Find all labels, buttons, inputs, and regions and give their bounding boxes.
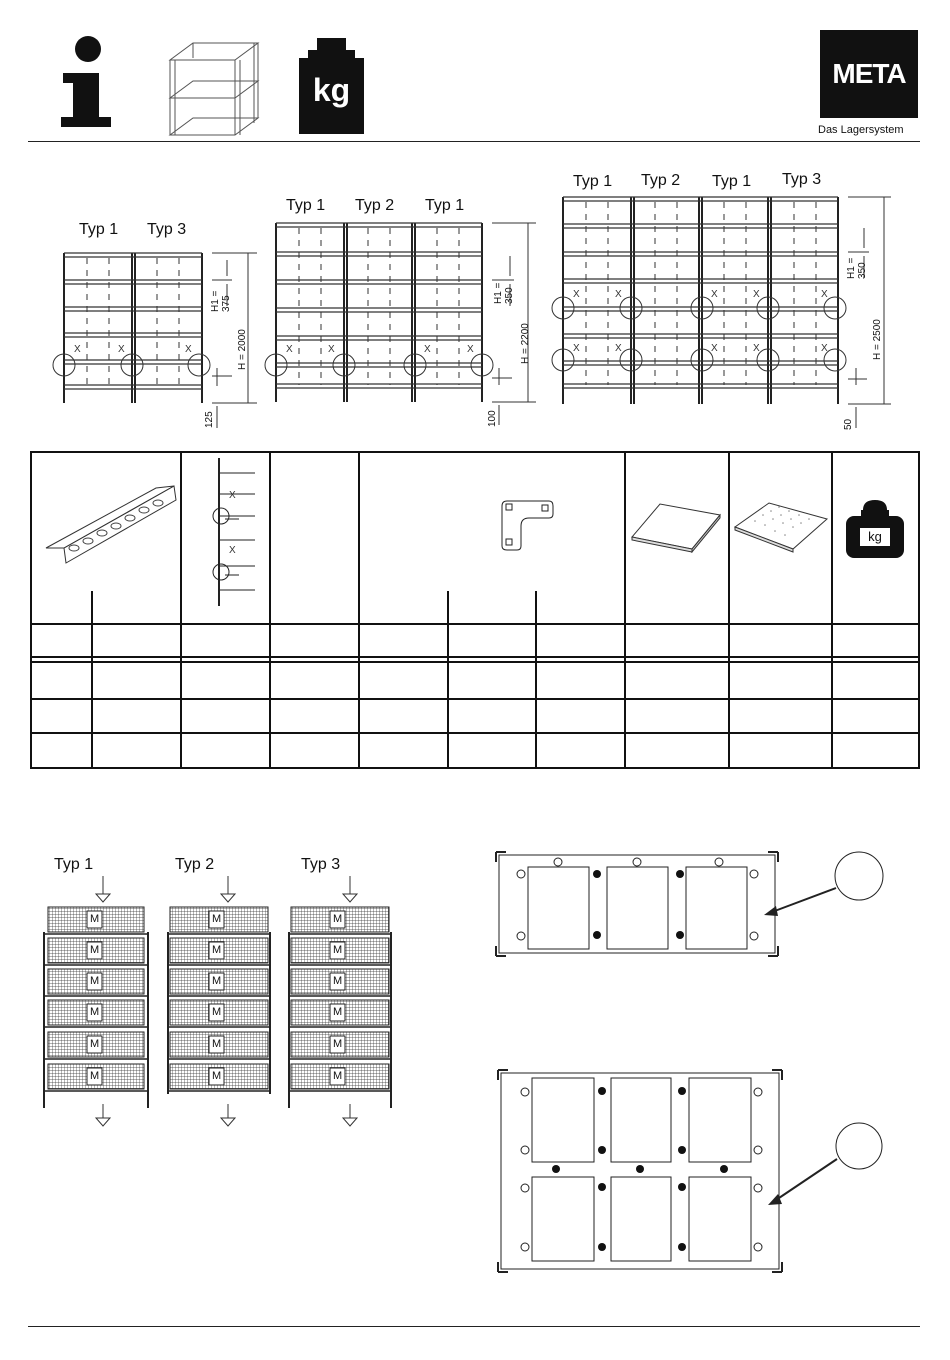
svg-text:X: X [711, 289, 718, 300]
shelf-panel-image [630, 501, 722, 553]
top-view-double-row [492, 1066, 892, 1281]
parts-table [30, 451, 920, 769]
config2-type-label: Typ 2 [355, 197, 395, 214]
upright-frame-image [205, 458, 265, 608]
svg-text:X: X [821, 289, 828, 300]
weight-icon-label: kg [868, 529, 882, 544]
svg-text:X: X [467, 344, 474, 355]
config1-height-label: H = 2000 [237, 329, 248, 370]
config3-type-label: Typ 2 [641, 172, 681, 189]
brand-tagline: Das Lagersystem [818, 124, 904, 136]
config3-type-label: Typ 1 [712, 173, 752, 190]
svg-text:X: X [711, 343, 718, 354]
svg-text:X: X [424, 344, 431, 355]
cross-mark: X [229, 490, 236, 501]
brand-logo: META [820, 30, 918, 118]
config2-h1-label: H1 = 350 [493, 282, 515, 304]
angle-upright-image [44, 468, 179, 568]
top-view-single-row [492, 848, 892, 968]
config3-type-label: Typ 3 [782, 171, 822, 188]
cross-mark: X [229, 545, 236, 556]
svg-text:X: X [821, 343, 828, 354]
weight-icon [299, 38, 364, 134]
weight-icon [846, 498, 904, 558]
config1-type-label: Typ 3 [147, 221, 187, 238]
svg-text:X: X [753, 343, 760, 354]
svg-text:X: X [615, 343, 622, 354]
config1-h1-label: H1 = 375 [210, 290, 232, 312]
config3-foot-label: 50 [843, 418, 854, 430]
load-type-label: Typ 2 [175, 856, 215, 873]
load-distribution-diagram [40, 872, 400, 1132]
shelf-unit-icon [165, 38, 263, 136]
config3-type-label: Typ 1 [573, 173, 613, 190]
config1-foot-label: 125 [204, 411, 215, 428]
svg-text:X: X [118, 344, 125, 355]
config3-shelf-diagram [551, 193, 896, 433]
config3-h1-label: H1 = 350 [846, 257, 868, 279]
footer-divider [28, 1326, 920, 1327]
config1-type-label: Typ 1 [79, 221, 119, 238]
svg-text:X: X [573, 343, 580, 354]
config2-height-label: H = 2200 [520, 323, 531, 364]
svg-text:X: X [74, 344, 81, 355]
load-type-label: Typ 1 [54, 856, 94, 873]
weight-icon-label: kg [312, 72, 351, 108]
config2-shelf-diagram [264, 220, 542, 430]
corner-plate-image [497, 498, 557, 556]
info-icon [55, 35, 117, 130]
svg-text:X: X [185, 344, 192, 355]
config2-type-label: Typ 1 [286, 197, 326, 214]
svg-text:X: X [286, 344, 293, 355]
config2-foot-label: 100 [487, 410, 498, 427]
svg-text:X: X [753, 289, 760, 300]
load-type-label: Typ 3 [301, 856, 341, 873]
shelf-panel-perforated-image [733, 501, 829, 556]
svg-text:X: X [573, 289, 580, 300]
config1-shelf-diagram [52, 248, 264, 433]
svg-text:X: X [328, 344, 335, 355]
header-divider [28, 141, 920, 142]
config3-height-label: H = 2500 [872, 319, 883, 360]
config2-type-label: Typ 1 [425, 197, 465, 214]
svg-text:X: X [615, 289, 622, 300]
